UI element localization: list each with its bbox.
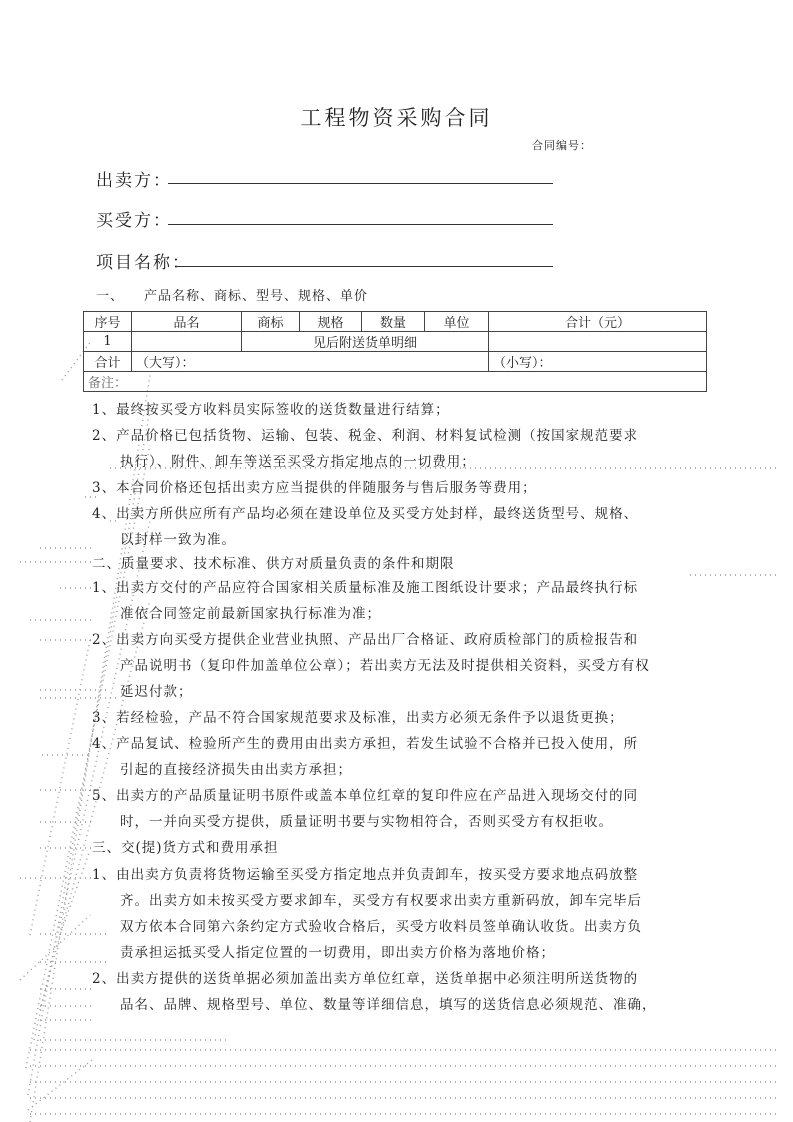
header-name: 品名: [132, 312, 242, 332]
clause-2-4: 4、产品复试、检验所产生的费用由出卖方承担，若发生试验不合格并已投入使用，所: [92, 736, 639, 752]
buyer-row: [96, 206, 172, 231]
contract-number-label: 合同编号：: [532, 139, 592, 152]
clause-3-1-cont: 齐。出卖方如未按买受方要求卸车，买受方有权要求出卖方重新码放，卸车完毕后: [120, 893, 642, 909]
section-1-number: 一、: [96, 289, 125, 304]
table-row: [84, 332, 707, 352]
total-label: 合计: [84, 352, 132, 372]
project-row: [96, 248, 191, 273]
clause-2-3: 3、若经检验，产品不符合国家规范要求及标准，出卖方必须无条件予以退货更换；: [92, 710, 624, 726]
section-2-heading: 二、质量要求、技术标准、供方对质量负责的条件和期限: [92, 556, 455, 572]
buyer-label: 买受方：: [96, 211, 172, 231]
section-1-title: 产品名称、商标、型号、规格、单价: [144, 289, 369, 304]
total-lower-cell[interactable]: [489, 352, 707, 372]
section-1-clauses: [92, 397, 702, 553]
seller-row: [96, 166, 172, 191]
header-qty: 数量: [362, 312, 425, 332]
total-upper-cell[interactable]: [132, 352, 489, 372]
header-brand: 商标: [242, 312, 300, 332]
product-table: [83, 311, 707, 392]
clause-2-2: 2、出卖方向买受方提供企业营业执照、产品出厂合格证、政府质检部门的质检报告和: [92, 632, 639, 648]
project-label: 项目名称：: [96, 253, 191, 273]
row1-seq: 1: [84, 332, 132, 352]
seller-field[interactable]: [168, 183, 553, 184]
clause-2-2-cont2: 延迟付款；: [120, 684, 193, 700]
clause-2-2-cont: 产品说明书（复印件加盖单位公章）；若出卖方无法及时提供相关资料，买受方有权: [120, 658, 650, 674]
header-seq: 序号: [84, 312, 132, 332]
clause-3-1-cont3: 责承担运抵买受人指定位置的一切费用，即出卖方价格为落地价格；: [120, 945, 555, 961]
clause-2-5: 5、出卖方的产品质量证明书原件或盖本单位红章的复印件应在产品进入现场交付的同: [92, 788, 639, 804]
header-spec: 规格: [300, 312, 362, 332]
clause-2-4-cont: 引起的直接经济损失由出卖方承担；: [120, 762, 352, 778]
project-field[interactable]: [177, 266, 553, 267]
remark-cell[interactable]: [84, 372, 707, 392]
row1-name-cell[interactable]: [132, 332, 242, 352]
clause-1-2: 2、产品价格已包括货物、运输、包装、税金、利润、材料复试检测（按国家规范要求: [92, 428, 639, 444]
clause-3-1-cont2: 双方依本合同第六条约定方式验收合格后，买受方收料员签单确认收货。出卖方负: [120, 919, 642, 935]
clause-3-2: 2、出卖方提供的送货单据必须加盖出卖方单位红章，送货单据中必须注明所送货物的: [92, 971, 639, 987]
table-remark-row: [84, 372, 707, 392]
section-1-heading: [96, 285, 368, 304]
header-unit: 单位: [425, 312, 489, 332]
clause-1-2-cont: 执行）、附件、卸车等送至买受方指定地点的一切费用；: [120, 454, 476, 470]
section-3-heading: 三、交(提)货方式和费用承担: [92, 840, 279, 856]
clause-3-1: 1、由出卖方负责将货物运输至买受方指定地点并负责卸车，按买受方要求地点码放整: [92, 867, 639, 883]
header-total: 合计（元）: [489, 312, 707, 332]
total-upper-label: （大写）：: [136, 356, 195, 371]
clause-1-4-cont: 以封样一致为准。: [120, 532, 236, 548]
document-title: 工程物资采购合同: [300, 106, 493, 130]
clause-1-1: 1、最终按买受方收料员实际签收的送货数量进行结算；: [92, 402, 450, 418]
section-3-clauses: [92, 862, 702, 1018]
clause-1-3: 3、本合同价格还包括出卖方应当提供的伴随服务与售后服务等费用；: [92, 480, 537, 496]
row1-total-cell[interactable]: [489, 332, 707, 352]
seller-label: 出卖方：: [96, 171, 172, 191]
clause-2-1: 1、出卖方交付的产品应符合国家相关质量标准及施工图纸设计要求；产品最终执行标: [92, 580, 639, 596]
remark-label: 备注：: [88, 376, 128, 391]
table-header-row: [84, 312, 707, 332]
table-total-row: [84, 352, 707, 372]
section-2-clauses: [92, 575, 702, 835]
clause-1-4: 4、出卖方所供应所有产品均必须在建设单位及买受方处封样，最终送货型号、规格、: [92, 506, 639, 522]
clause-2-5-cont: 时，一并向买受方提供，质量证明书要与实物相符合，否则买受方有权拒收。: [120, 814, 613, 830]
clause-2-1-cont: 准依合同签定前最新国家执行标准为准；: [120, 606, 381, 622]
row1-note: 见后附送货单明细: [242, 332, 489, 352]
clause-3-2-cont: 品名、品牌、规格型号、单位、数量等详细信息，填写的送货信息必须规范、准确，: [120, 997, 657, 1013]
total-lower-label: （小写）：: [493, 356, 552, 371]
buyer-field[interactable]: [168, 224, 553, 225]
